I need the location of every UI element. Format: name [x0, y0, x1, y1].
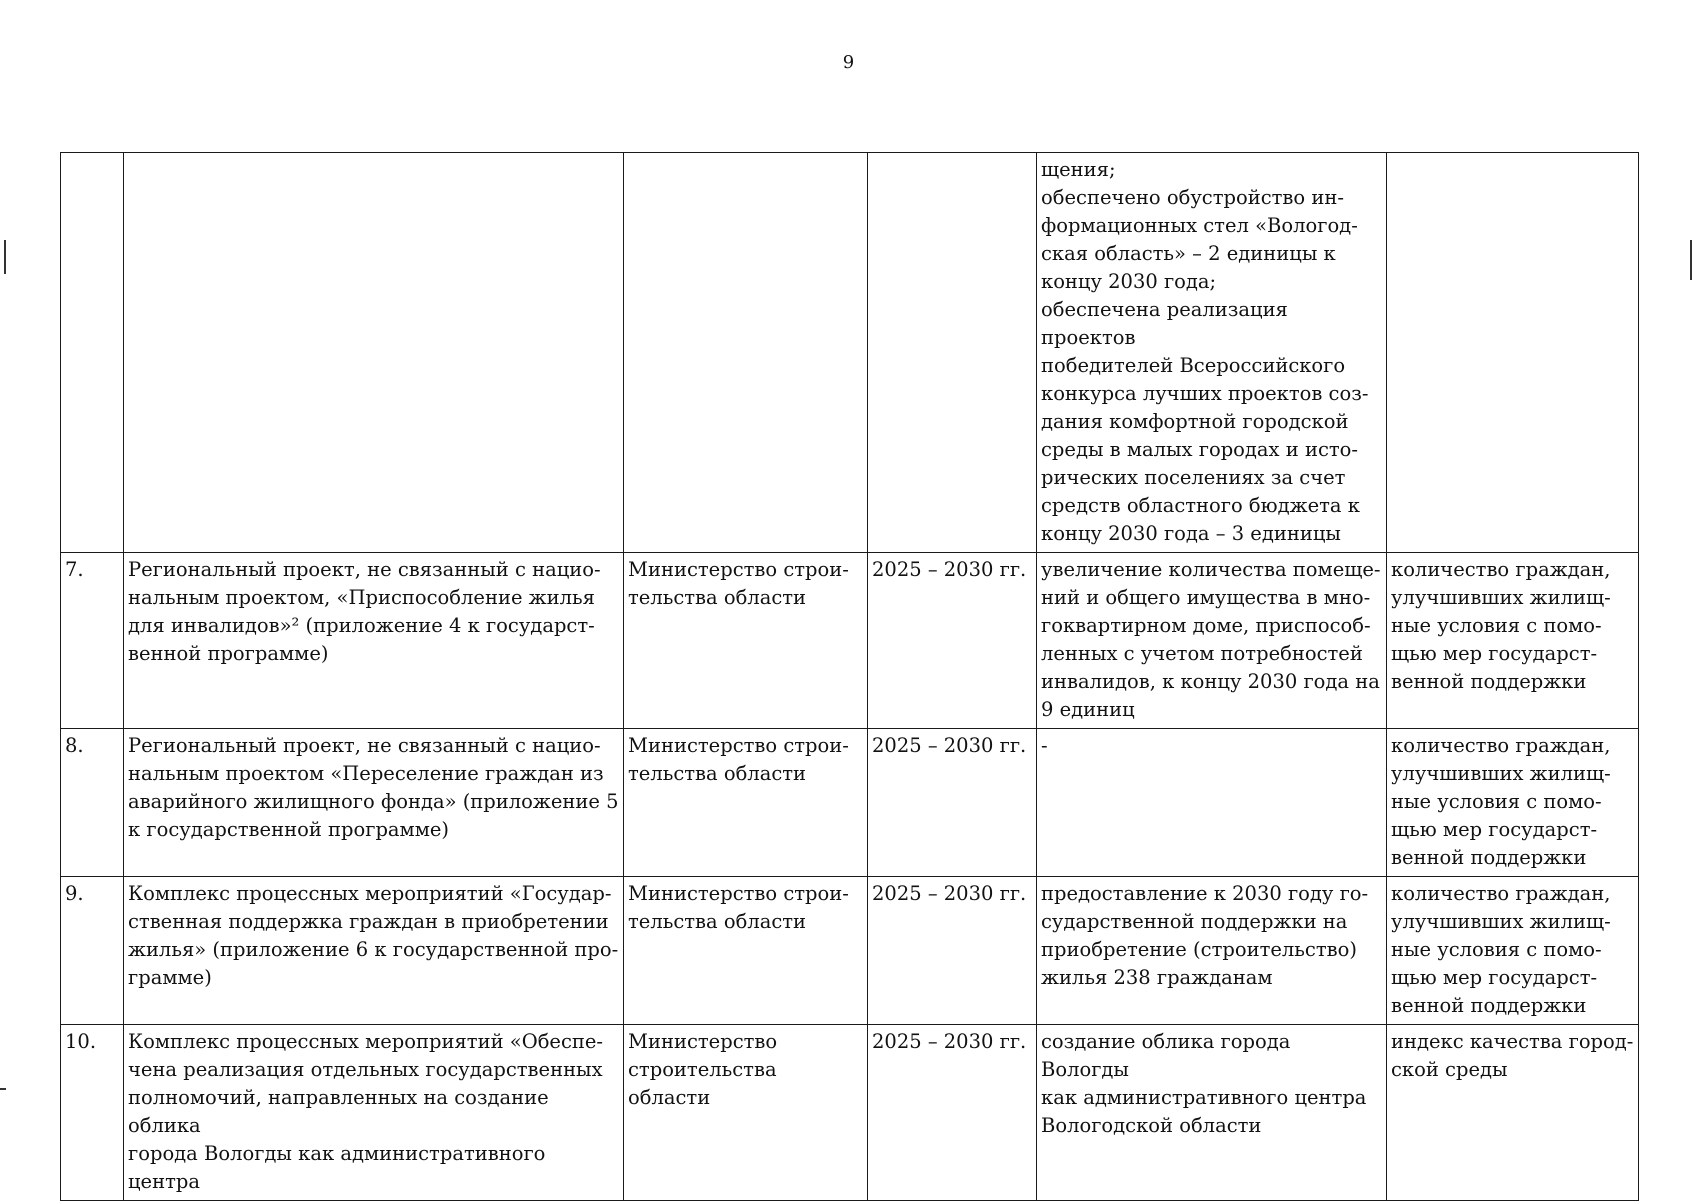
structural-element-name-cell: Комплекс процессных мероприятий «Обеспе- чена реализация отдельных государственных полномочий, направленных на создание облика города Вологды как административного центра [124, 1025, 624, 1201]
implementation-period-cell: 2025 – 2030 гг. [868, 553, 1037, 729]
table-row [61, 153, 1639, 553]
responsible-executor-cell: Министерство строи- тельства области [624, 553, 868, 729]
expected-result-cell: создание облика города Вологды как административного центра Вологодской области [1037, 1025, 1387, 1201]
responsible-executor-cell: Министерство строи- тельства области [624, 729, 868, 877]
expected-result-cell: увеличение количества помеще- ний и общего имущества в мно- гоквартирном доме, приспособ- ленных с учетом потребностей инвалидов, к концу 2030 года на 9 единиц [1037, 553, 1387, 729]
row-number-cell: 8. [61, 729, 124, 877]
linked-indicator-cell: количество граждан, улучшивших жилищ- ные условия с помо- щью мер государст- венной поддержки [1387, 553, 1639, 729]
responsible-executor-cell: Министерство строительства области [624, 1025, 868, 1201]
row-number-cell: 9. [61, 877, 124, 1025]
linked-indicator-cell [1387, 153, 1639, 553]
expected-result-cell: - [1037, 729, 1387, 877]
table-row [61, 1025, 1639, 1201]
page-number: 9 [842, 52, 855, 73]
expected-result-cell: предоставление к 2030 году го- сударственной поддержки на приобретение (строительство) жилья 238 гражданам [1037, 877, 1387, 1025]
scan-edge-mark-left [4, 240, 6, 274]
row-number-cell: 10. [61, 1025, 124, 1201]
table-row [61, 877, 1639, 1025]
table-row [61, 729, 1639, 877]
implementation-period-cell [868, 153, 1037, 553]
responsible-executor-cell: Министерство строи- тельства области [624, 877, 868, 1025]
expected-result-cell: щения; обеспечено обустройство ин- формационных стел «Вологод- ская область» – 2 единицы к концу 2030 года; обеспечена реализация проектов победителей Всероссийского конкурса лучших проектов соз- дания комфортной городской среды в малых городах и исто- рических поселениях за счет средств областного бюджета к концу 2030 года – 3 единицы [1037, 153, 1387, 553]
implementation-period-cell: 2025 – 2030 гг. [868, 877, 1037, 1025]
scan-edge-mark-left-lower [0, 1088, 6, 1090]
program-structure-table [60, 152, 1639, 1201]
structural-element-name-cell: Комплекс процессных мероприятий «Государ- ственная поддержка граждан в приобретении жилья» (приложение 6 к государственной про- грамме) [124, 877, 624, 1025]
responsible-executor-cell [624, 153, 868, 553]
linked-indicator-cell: индекс качества город- ской среды [1387, 1025, 1639, 1201]
linked-indicator-cell: количество граждан, улучшивших жилищ- ные условия с помо- щью мер государст- венной поддержки [1387, 877, 1639, 1025]
linked-indicator-cell: количество граждан, улучшивших жилищ- ные условия с помо- щью мер государст- венной поддержки [1387, 729, 1639, 877]
implementation-period-cell: 2025 – 2030 гг. [868, 1025, 1037, 1201]
row-number-cell: 7. [61, 553, 124, 729]
scan-edge-mark-right [1690, 240, 1692, 280]
row-number-cell [61, 153, 124, 553]
implementation-period-cell: 2025 – 2030 гг. [868, 729, 1037, 877]
structural-element-name-cell: Региональный проект, не связанный с нацио- нальным проектом, «Приспособление жилья для инвалидов»² (приложение 4 к государст- венной программе) [124, 553, 624, 729]
structural-element-name-cell [124, 153, 624, 553]
structural-element-name-cell: Региональный проект, не связанный с нацио- нальным проектом «Переселение граждан из аварийного жилищного фонда» (приложение 5 к государственной программе) [124, 729, 624, 877]
table-row [61, 553, 1639, 729]
